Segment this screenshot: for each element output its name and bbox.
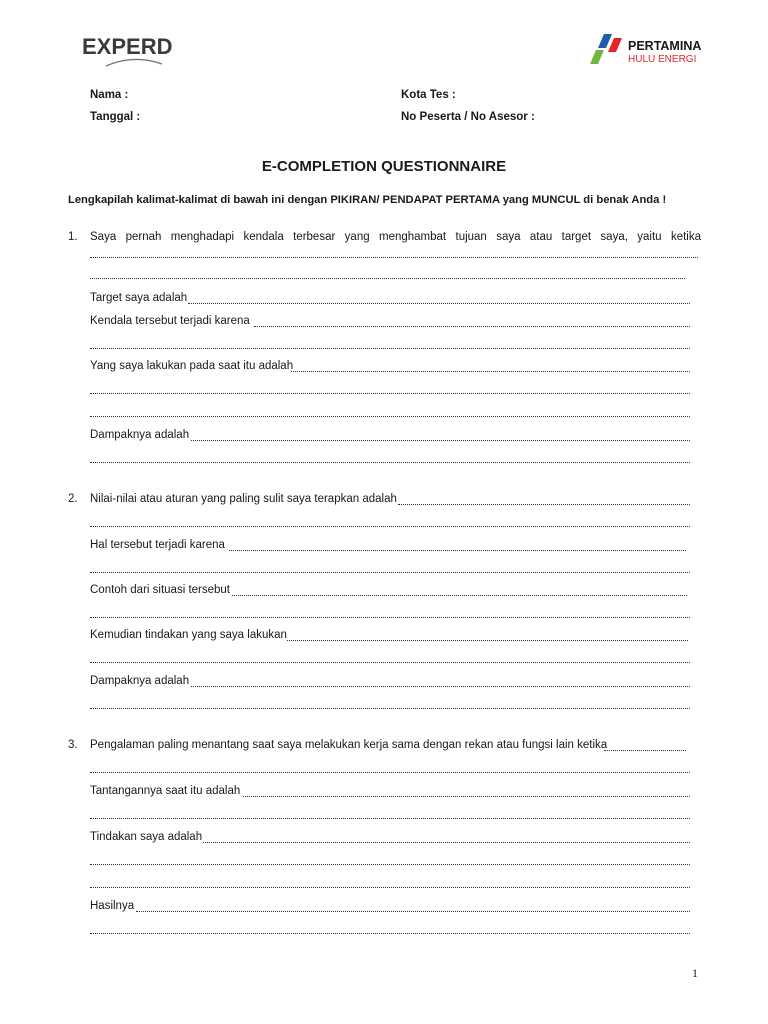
question-3-prompt-2: Tindakan saya adalah [90, 831, 203, 843]
question-2-intro: Nilai-nilai atau aturan yang paling sulit saya terapkan adalah [90, 493, 397, 505]
answer-line[interactable] [229, 550, 686, 551]
answer-line[interactable] [90, 393, 690, 394]
question-2-prompt-3: Kemudian tindakan yang saya lakukan [90, 629, 287, 641]
page-title: E-COMPLETION QUESTIONNAIRE [261, 158, 507, 175]
answer-line[interactable] [254, 326, 690, 327]
question-2-number: 2. [68, 493, 78, 505]
answer-line[interactable] [90, 416, 690, 417]
nama-label: Nama : [90, 89, 129, 101]
answer-line[interactable] [604, 750, 686, 751]
question-3-prompt-1: Tantangannya saat itu adalah [90, 785, 241, 797]
answer-line[interactable] [90, 708, 690, 709]
answer-line[interactable] [90, 572, 690, 573]
page-number: 1 [692, 966, 698, 980]
answer-line[interactable] [90, 887, 690, 888]
answer-line[interactable] [232, 595, 687, 596]
question-1-prompt-1: Target saya adalah [90, 292, 188, 304]
answer-line[interactable] [90, 933, 690, 934]
no-peserta-label: No Peserta / No Asesor : [401, 111, 535, 123]
pertamina-subtitle: HULU ENERGI [628, 54, 697, 65]
answer-line[interactable] [90, 772, 690, 773]
question-3-intro: Pengalaman paling menantang saat saya melakukan kerja sama dengan rekan atau fungsi lain ketika [90, 739, 608, 751]
answer-line[interactable] [90, 864, 690, 865]
answer-line[interactable] [90, 278, 685, 279]
question-1-prompt-2: Kendala tersebut terjadi karena [90, 315, 250, 327]
answer-line[interactable] [243, 796, 690, 797]
answer-line[interactable] [90, 462, 690, 463]
answer-line[interactable] [90, 818, 690, 819]
answer-line[interactable] [136, 911, 690, 912]
pertamina-title: PERTAMINA [628, 39, 702, 53]
pertamina-emblem-icon [590, 32, 626, 66]
answer-line[interactable] [291, 371, 690, 372]
question-1-intro: Saya pernah menghadapi kendala terbesar yang menghambat tujuan saya atau target saya, yaitu ketika [90, 231, 701, 243]
experd-logo-text: EXPERD [82, 34, 173, 59]
question-3-number: 3. [68, 739, 78, 751]
tanggal-label: Tanggal : [90, 111, 141, 123]
answer-line[interactable] [90, 526, 690, 527]
instruction-text: Lengkapilah kalimat-kalimat di bawah ini dengan PIKIRAN/ PENDAPAT PERTAMA yang MUNCUL di benak Anda ! [68, 194, 667, 206]
answer-line[interactable] [287, 640, 688, 641]
answer-line[interactable] [90, 617, 690, 618]
question-1-prompt-4: Dampaknya adalah [90, 429, 190, 441]
answer-line[interactable] [90, 348, 690, 349]
pertamina-logo [590, 32, 720, 68]
answer-line[interactable] [191, 440, 690, 441]
experd-swoosh-icon [104, 56, 164, 70]
question-2-prompt-4: Dampaknya adalah [90, 675, 190, 687]
answer-line[interactable] [398, 504, 690, 505]
experd-logo [82, 34, 172, 60]
question-1-prompt-3: Yang saya lakukan pada saat itu adalah [90, 360, 294, 372]
answer-line[interactable] [90, 257, 698, 258]
answer-line[interactable] [191, 686, 690, 687]
question-2-prompt-2: Contoh dari situasi tersebut [90, 584, 230, 596]
question-2-prompt-1: Hal tersebut terjadi karena [90, 539, 225, 551]
question-1-number: 1. [68, 231, 78, 243]
answer-line[interactable] [188, 303, 690, 304]
kota-tes-label: Kota Tes : [401, 89, 456, 101]
answer-line[interactable] [203, 842, 690, 843]
question-3-prompt-3: Hasilnya [90, 900, 135, 912]
answer-line[interactable] [90, 662, 690, 663]
